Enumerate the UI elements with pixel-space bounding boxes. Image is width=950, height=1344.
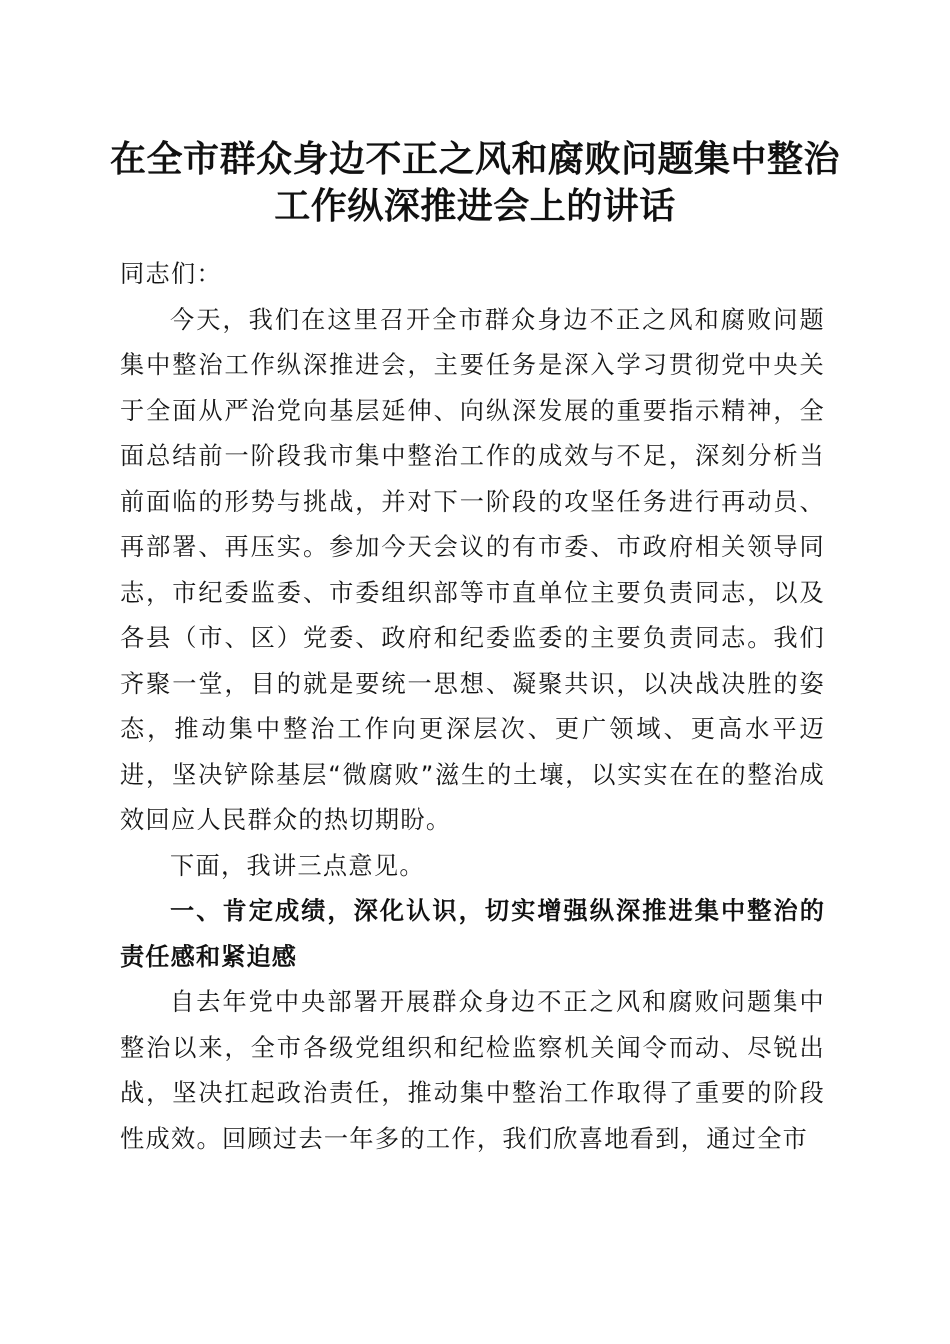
document-title-line-2: 工作纵深推进会上的讲话 [274,185,676,227]
greeting: 同志们： [120,260,222,288]
document-title-line-1: 在全市群众身边不正之风和腐败问题集中整治 [110,138,841,180]
document-body [120,252,825,1162]
section-heading-1: 一、肯定成绩，深化认识，切实增强纵深推进集中整治的责任感和紧迫感 [120,897,825,971]
paragraph-transition: 下面，我讲三点意见。 [170,851,425,880]
section-1-paragraph: 自去年党中央部署开展群众身边不正之风和腐败问题集中整治以来，全市各级党组织和纪检监察机关闻令而动、尽锐出战，坚决扛起政治责任，推动集中整治工作取得了重要的阶段性成效。回顾过去一年多的工作，我们欣喜地看到，通过全市 [120,988,825,1153]
paragraph-opening: 今天，我们在这里召开全市群众身边不正之风和腐败问题集中整治工作纵深推进会，主要任务是深入学习贯彻党中央关于全面从严治党向基层延伸、向纵深发展的重要指示精神，全面总结前一阶段我市集中整治工作的成效与不足，深刻分析当前面临的形势与挑战，并对下一阶段的攻坚任务进行再动员、再部署、再压实。参加今天会议的有市委、市政府相关领导同志，市纪委监委、市委组织部等市直单位主要负责同志，以及各县（市、区）党委、政府和纪委监委的主要负责同志。我们齐聚一堂，目的就是要统一思想、凝聚共识，以决战决胜的姿态，推动集中整治工作向更深层次、更广领域、更高水平迈进，坚决铲除基层“微腐败”滋生的土壤，以实实在在的整治成效回应人民群众的热切期盼。 [120,305,825,834]
